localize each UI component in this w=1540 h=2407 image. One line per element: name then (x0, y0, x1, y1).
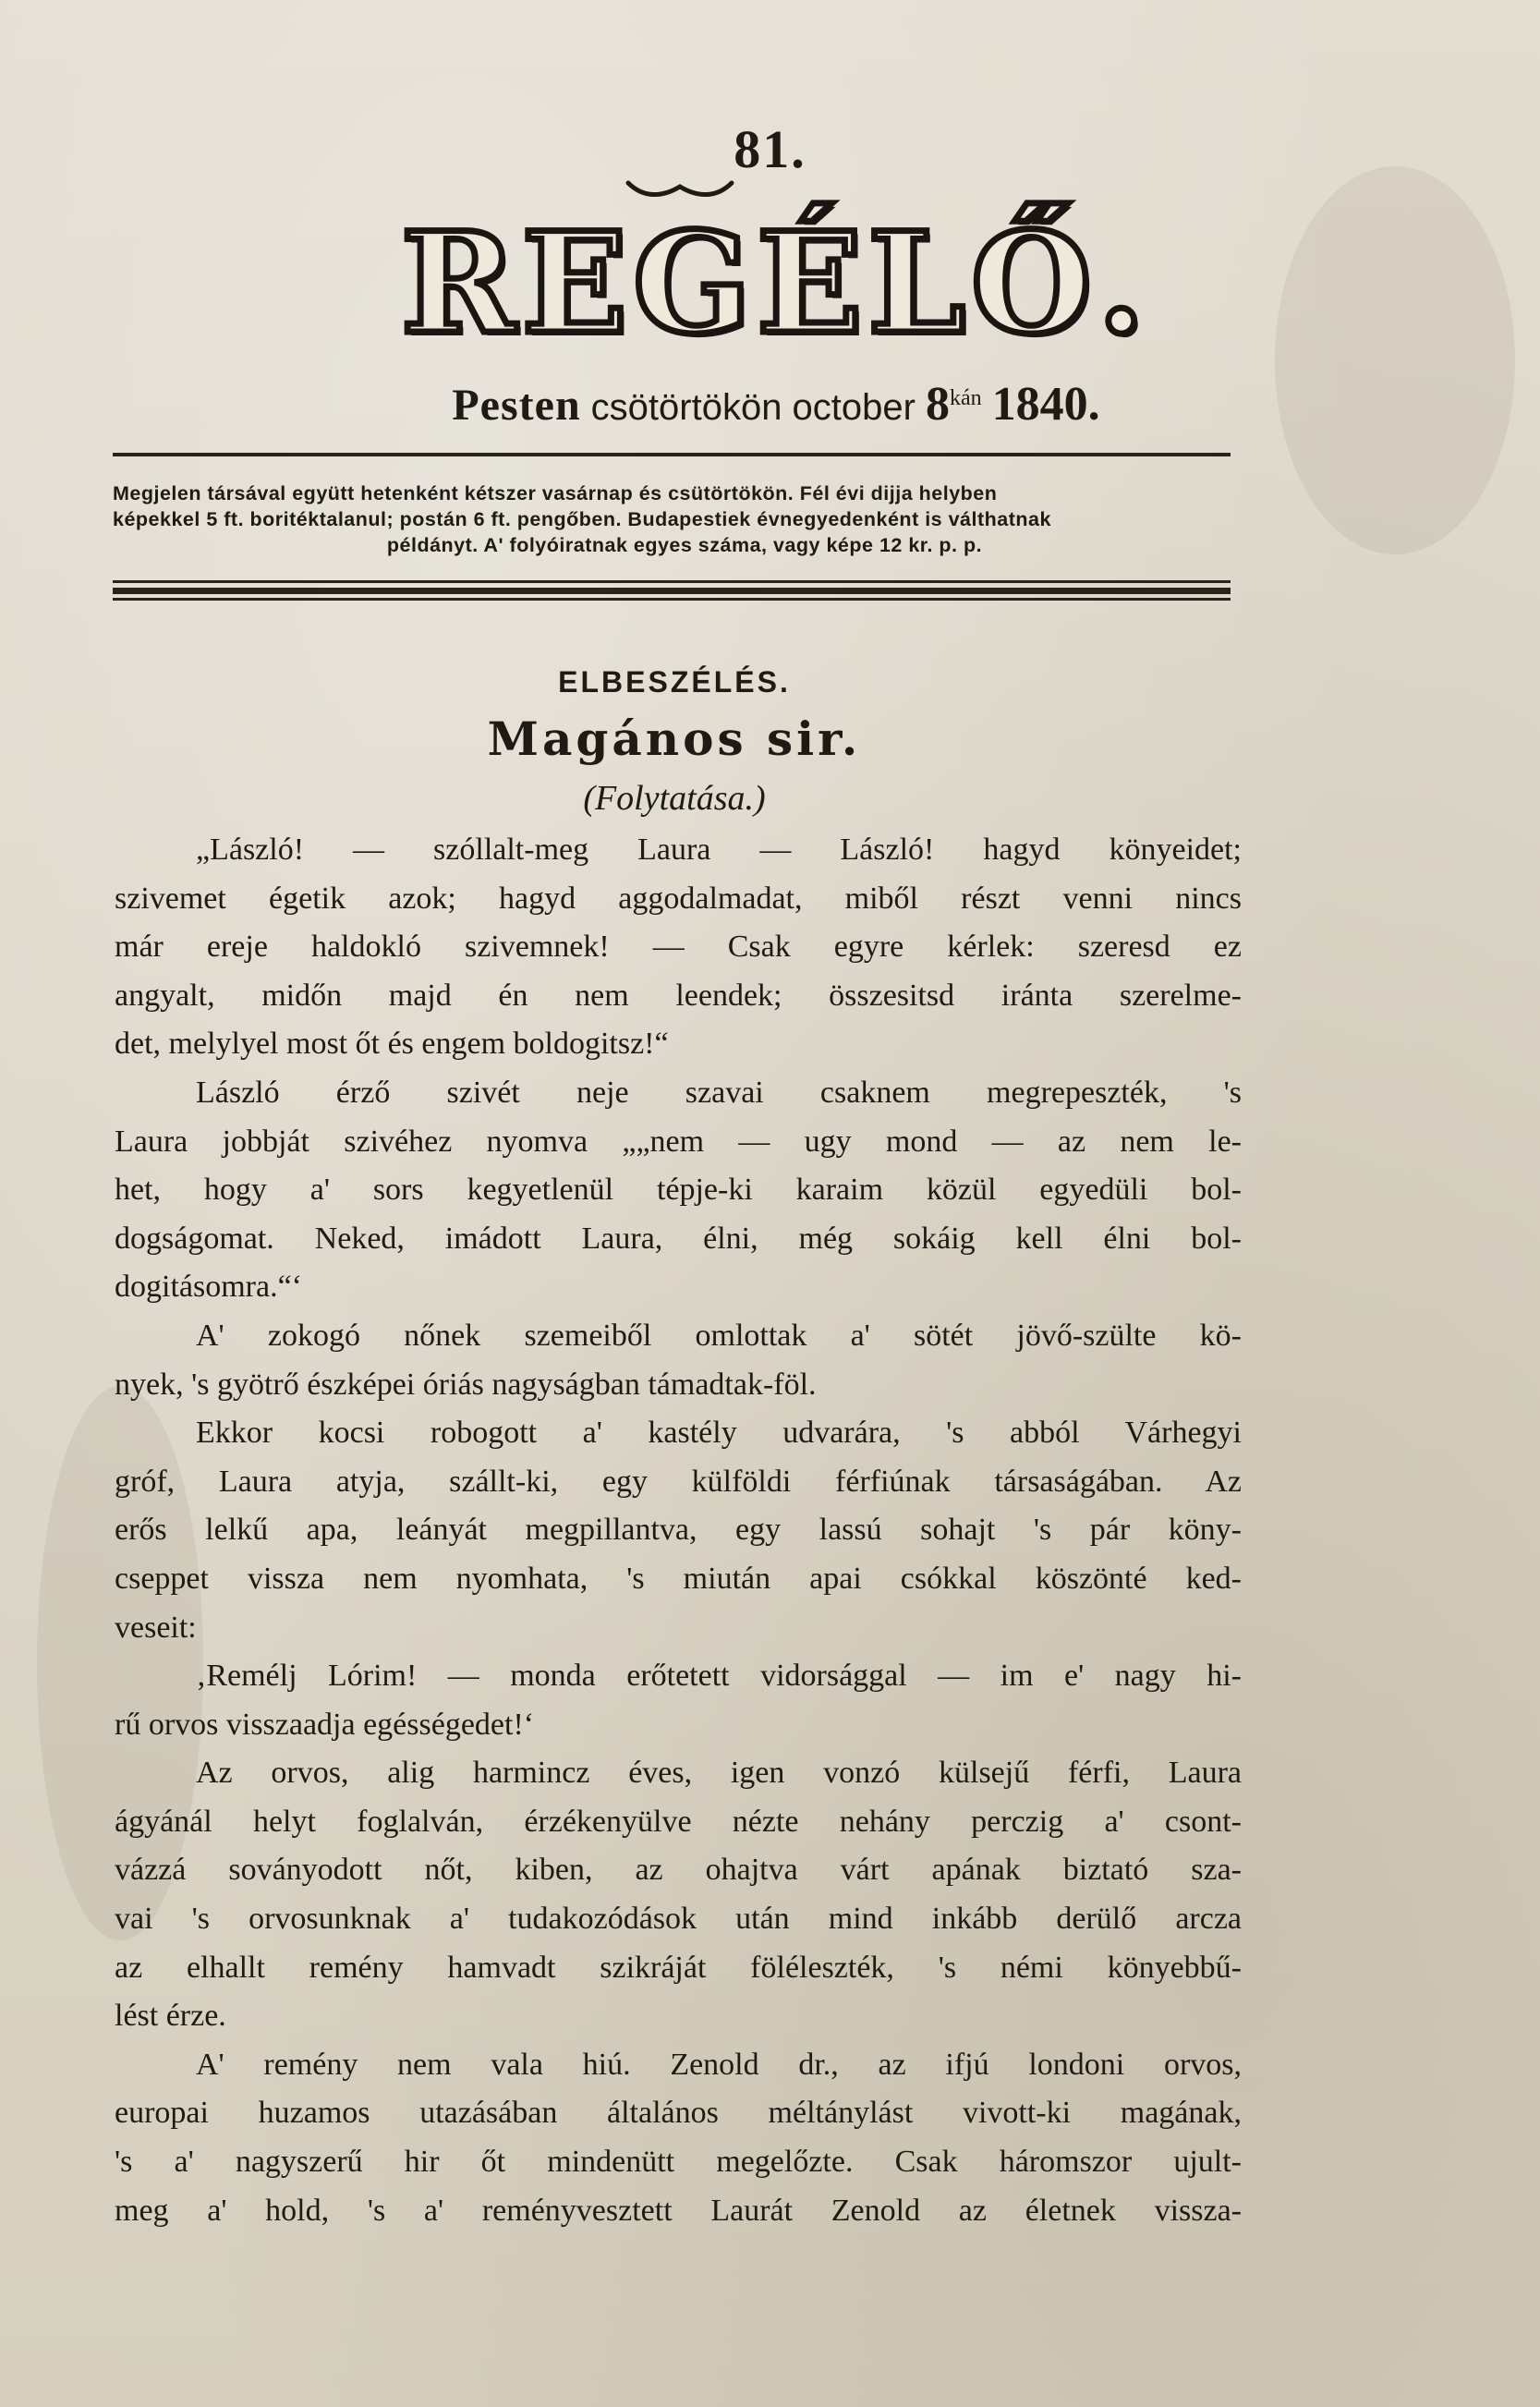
subscription-line: Megjelen társával együtt hetenként kétszer vasárnap és csütörtökön. Fél évi dijja helyben (113, 482, 998, 504)
article-line: gróf, Laura atyja, szállt-ki, egy külföldi férfiúnak társaságában. Az (115, 1464, 1242, 1499)
article-line: Az orvos, alig harmincz éves, igen vonzó külsejű férfi, Laura (196, 1756, 1242, 1791)
ornament-swirl-icon (624, 174, 735, 201)
article-line: László érző szivét neje szavai csaknem megrepeszték, 's (196, 1075, 1242, 1110)
article-line: ágyánál helyt foglalván, érzékenyülve nézte nehány perczig a' csont- (115, 1804, 1242, 1839)
continued-note: (Folytatása.) (583, 779, 766, 818)
article-line: det, melylyel most őt és engem boldogitsz!“ (115, 1027, 669, 1062)
masthead-title: REGÉLŐ. (401, 202, 1151, 365)
dateline-year: 1840. (991, 378, 1100, 431)
dateline-weekday-month: csötörtökön october (590, 387, 916, 428)
subscription-line: képekkel 5 ft. boritéktalanul; postán 6 ft. pengőben. Budapestiek évnegyedenként is válthatnak (113, 508, 1051, 530)
article-line: veseit: (115, 1610, 197, 1645)
dateline-day-suffix: kán (949, 386, 982, 410)
double-divider-rule (113, 580, 1231, 601)
article-line: Laura jobbját szivéhez nyomva „„nem — ugy mond — az nem le- (115, 1124, 1242, 1159)
story-title: Magános sir. (487, 711, 862, 766)
article-line: az elhallt remény hamvadt szikráját föléleszték, 's némi könyebbű- (115, 1950, 1242, 1985)
article-line: angyalt, midőn majd én nem leendek; összesitsd iránta szerelme- (115, 978, 1242, 1013)
dateline (277, 377, 1275, 432)
article-line: rű orvos visszaadja egésségedet!‘ (115, 1707, 535, 1742)
article-line: „László! — szóllalt-meg Laura — László! hagyd könyeidet; (196, 833, 1242, 867)
article-line: A' zokogó nőnek szemeiből omlottak a' sötét jövő-szülte kö- (196, 1318, 1242, 1353)
article-line: lést érze. (115, 1999, 226, 2034)
article-line: A' remény nem vala hiú. Zenold dr., az ifjú londoni orvos, (196, 2047, 1242, 2082)
article-line: dogságomat. Neked, imádott Laura, élni, még sokáig kell élni bol- (115, 1221, 1242, 1256)
masthead (333, 202, 1219, 365)
article-line: Ekkor kocsi robogott a' kastély udvarára, 's abból Várhegyi (196, 1416, 1242, 1451)
article-line: nyek, 's gyötrő észképei óriás nagyságban támadtak-föl. (115, 1367, 817, 1402)
divider-rule (113, 453, 1231, 456)
article-line: cseppet vissza nem nyomhata, 's miután apai csókkal köszönté ked- (115, 1561, 1242, 1596)
article-line: vázzá soványodott nőt, kiben, az ohajtva várt apának biztató sza- (115, 1853, 1242, 1888)
article-line: het, hogy a' sors kegyetlenül tépje-ki karaim közül egyedüli bol- (115, 1173, 1242, 1208)
paper-stain (1275, 166, 1515, 554)
article-line: 's a' nagyszerű hir őt mindenütt megelőzte. Csak háromszor ujult- (115, 2145, 1242, 2180)
section-title: ELBESZÉLÉS. (558, 665, 791, 699)
article-line: ‚Remélj Lórim! — monda erőtetett vidorsággal — im e' nagy hi- (196, 1659, 1242, 1694)
article-line: vai 's orvosunknak a' tudakozódások után mind inkább derülő arcza (115, 1902, 1242, 1937)
article-line: dogitásomra.“‘ (115, 1270, 302, 1305)
article-line: már ereje haldokló szivemnek! — Csak egyre kérlek: szeresd ez (115, 930, 1242, 965)
subscription-line: példányt. A' folyóiratnak egyes száma, vagy képe 12 kr. p. p. (386, 534, 983, 556)
article-line: erős lelkű apa, leányát megpillantva, egy lassú sohajt 's pár köny- (115, 1513, 1242, 1548)
article-line: europai huzamos utazásában általános méltánylást vivott-ki magának, (115, 2096, 1242, 2131)
page-number: 81. (734, 119, 806, 179)
dateline-day: 8 (925, 378, 950, 431)
article-body (115, 826, 1242, 2235)
dateline-city: Pesten (452, 381, 581, 430)
article-line: meg a' hold, 's a' reményvesztett Laurát Zenold az életnek vissza- (115, 2193, 1242, 2228)
subscription-info (113, 480, 1247, 558)
article-line: szivemet égetik azok; hagyd aggodalmadat, miből részt venni nincs (115, 881, 1242, 916)
